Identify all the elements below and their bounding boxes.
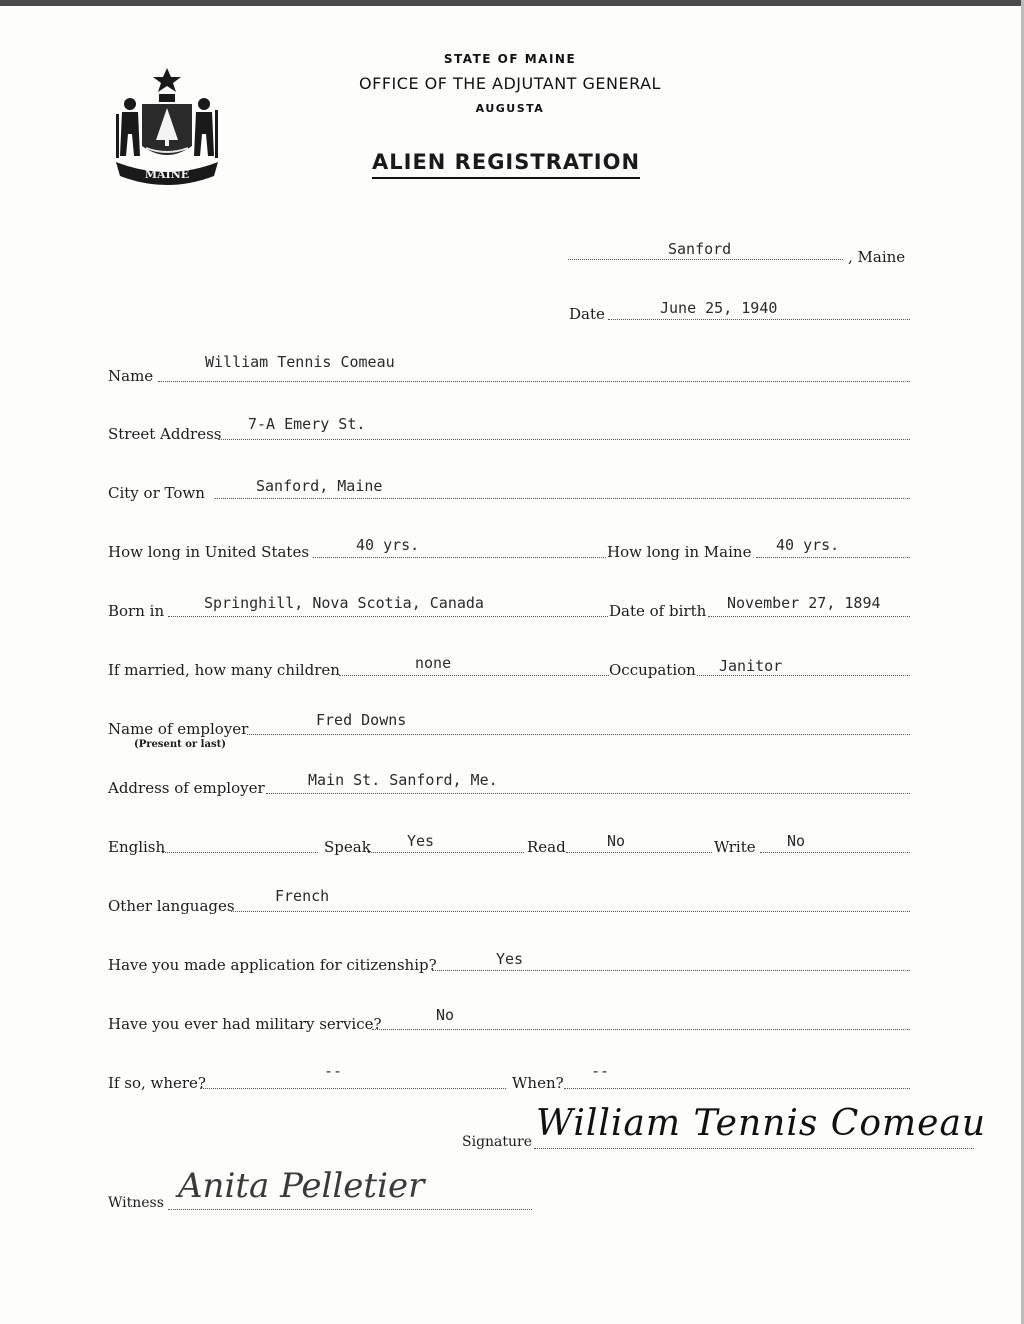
employer-note: (Present or last) <box>134 739 226 750</box>
date-value: June 25, 1940 <box>660 299 778 317</box>
english-label: English <box>108 838 166 856</box>
where-line <box>200 1088 506 1089</box>
employer-label: Name of employer <box>108 720 249 738</box>
date-of-birth-value: November 27, 1894 <box>727 594 881 612</box>
street-label: Street Address <box>108 425 222 443</box>
speak-value: Yes <box>407 832 435 850</box>
seal-text: MAINE <box>144 168 190 181</box>
employer-address-value: Main St. Sanford, Me. <box>308 771 498 789</box>
where-value: -- <box>324 1062 343 1080</box>
city-value: Sanford, Maine <box>256 477 383 495</box>
signature-handwriting: William Tennis Comeau <box>536 1103 987 1144</box>
witness-line <box>168 1209 532 1210</box>
military-value: No <box>436 1006 455 1024</box>
witness-label: Witness <box>108 1195 164 1211</box>
citizenship-line <box>432 970 910 971</box>
born-in-line <box>168 616 608 617</box>
street-value: 7-A Emery St. <box>248 415 366 433</box>
header-state: STATE OF MAINE <box>443 52 577 66</box>
employer-address-line <box>266 793 910 794</box>
when-line <box>564 1088 910 1089</box>
speak-line <box>368 852 524 853</box>
witness-handwriting: Anita Pelletier <box>178 1166 425 1206</box>
city-line <box>215 498 910 499</box>
signature-line <box>534 1148 974 1149</box>
maine-state-seal-icon <box>112 64 222 190</box>
other-languages-line <box>231 911 910 912</box>
scan-edge <box>0 0 1024 6</box>
occupation-label: Occupation <box>609 661 696 679</box>
employer-line <box>247 734 910 735</box>
signature-label: Signature <box>462 1134 533 1150</box>
how-long-maine-label: How long in Maine <box>607 543 752 561</box>
how-long-us-line <box>313 557 606 558</box>
occupation-value: Janitor <box>719 657 783 675</box>
other-languages-label: Other languages <box>108 897 235 915</box>
date-of-birth-label: Date of birth <box>609 602 707 620</box>
street-line <box>218 439 910 440</box>
write-value: No <box>787 832 806 850</box>
military-line <box>372 1029 910 1030</box>
name-line <box>158 381 910 382</box>
employer-value: Fred Downs <box>316 711 407 729</box>
city-label: City or Town <box>108 484 205 502</box>
born-in-value: Springhill, Nova Scotia, Canada <box>204 594 484 612</box>
when-label: When? <box>512 1074 564 1092</box>
born-in-label: Born in <box>108 602 165 620</box>
header-office: OFFICE OF THE ADJUTANT GENERAL <box>359 74 661 93</box>
read-line <box>566 852 712 853</box>
speak-label: Speak <box>324 838 371 856</box>
date-line <box>608 319 910 320</box>
place-line <box>568 259 843 260</box>
other-languages-value: French <box>275 887 330 905</box>
english-line <box>162 852 318 853</box>
read-label: Read <box>527 838 566 856</box>
name-value: William Tennis Comeau <box>205 353 395 371</box>
date-of-birth-line <box>708 616 910 617</box>
how-long-us-value: 40 yrs. <box>356 536 420 554</box>
employer-address-label: Address of employer <box>108 779 265 797</box>
children-line <box>339 675 609 676</box>
read-value: No <box>607 832 626 850</box>
children-value: none <box>415 654 452 672</box>
date-label: Date <box>569 305 605 323</box>
write-line <box>760 852 910 853</box>
place-value: Sanford <box>668 240 732 258</box>
occupation-line <box>697 675 910 676</box>
maine-label: , Maine <box>848 248 906 266</box>
where-label: If so, where? <box>108 1074 206 1092</box>
children-label: If married, how many children <box>108 661 340 679</box>
write-label: Write <box>714 838 756 856</box>
how-long-us-label: How long in United States <box>108 543 310 561</box>
name-label: Name <box>108 367 154 385</box>
when-value: -- <box>591 1062 610 1080</box>
citizenship-value: Yes <box>496 950 524 968</box>
how-long-maine-line <box>756 557 910 558</box>
how-long-maine-value: 40 yrs. <box>776 536 840 554</box>
military-label: Have you ever had military service? <box>108 1015 382 1033</box>
citizenship-label: Have you made application for citizenship? <box>108 956 437 974</box>
form-title: ALIEN REGISTRATION <box>372 150 640 179</box>
header-city: AUGUSTA <box>475 102 545 115</box>
